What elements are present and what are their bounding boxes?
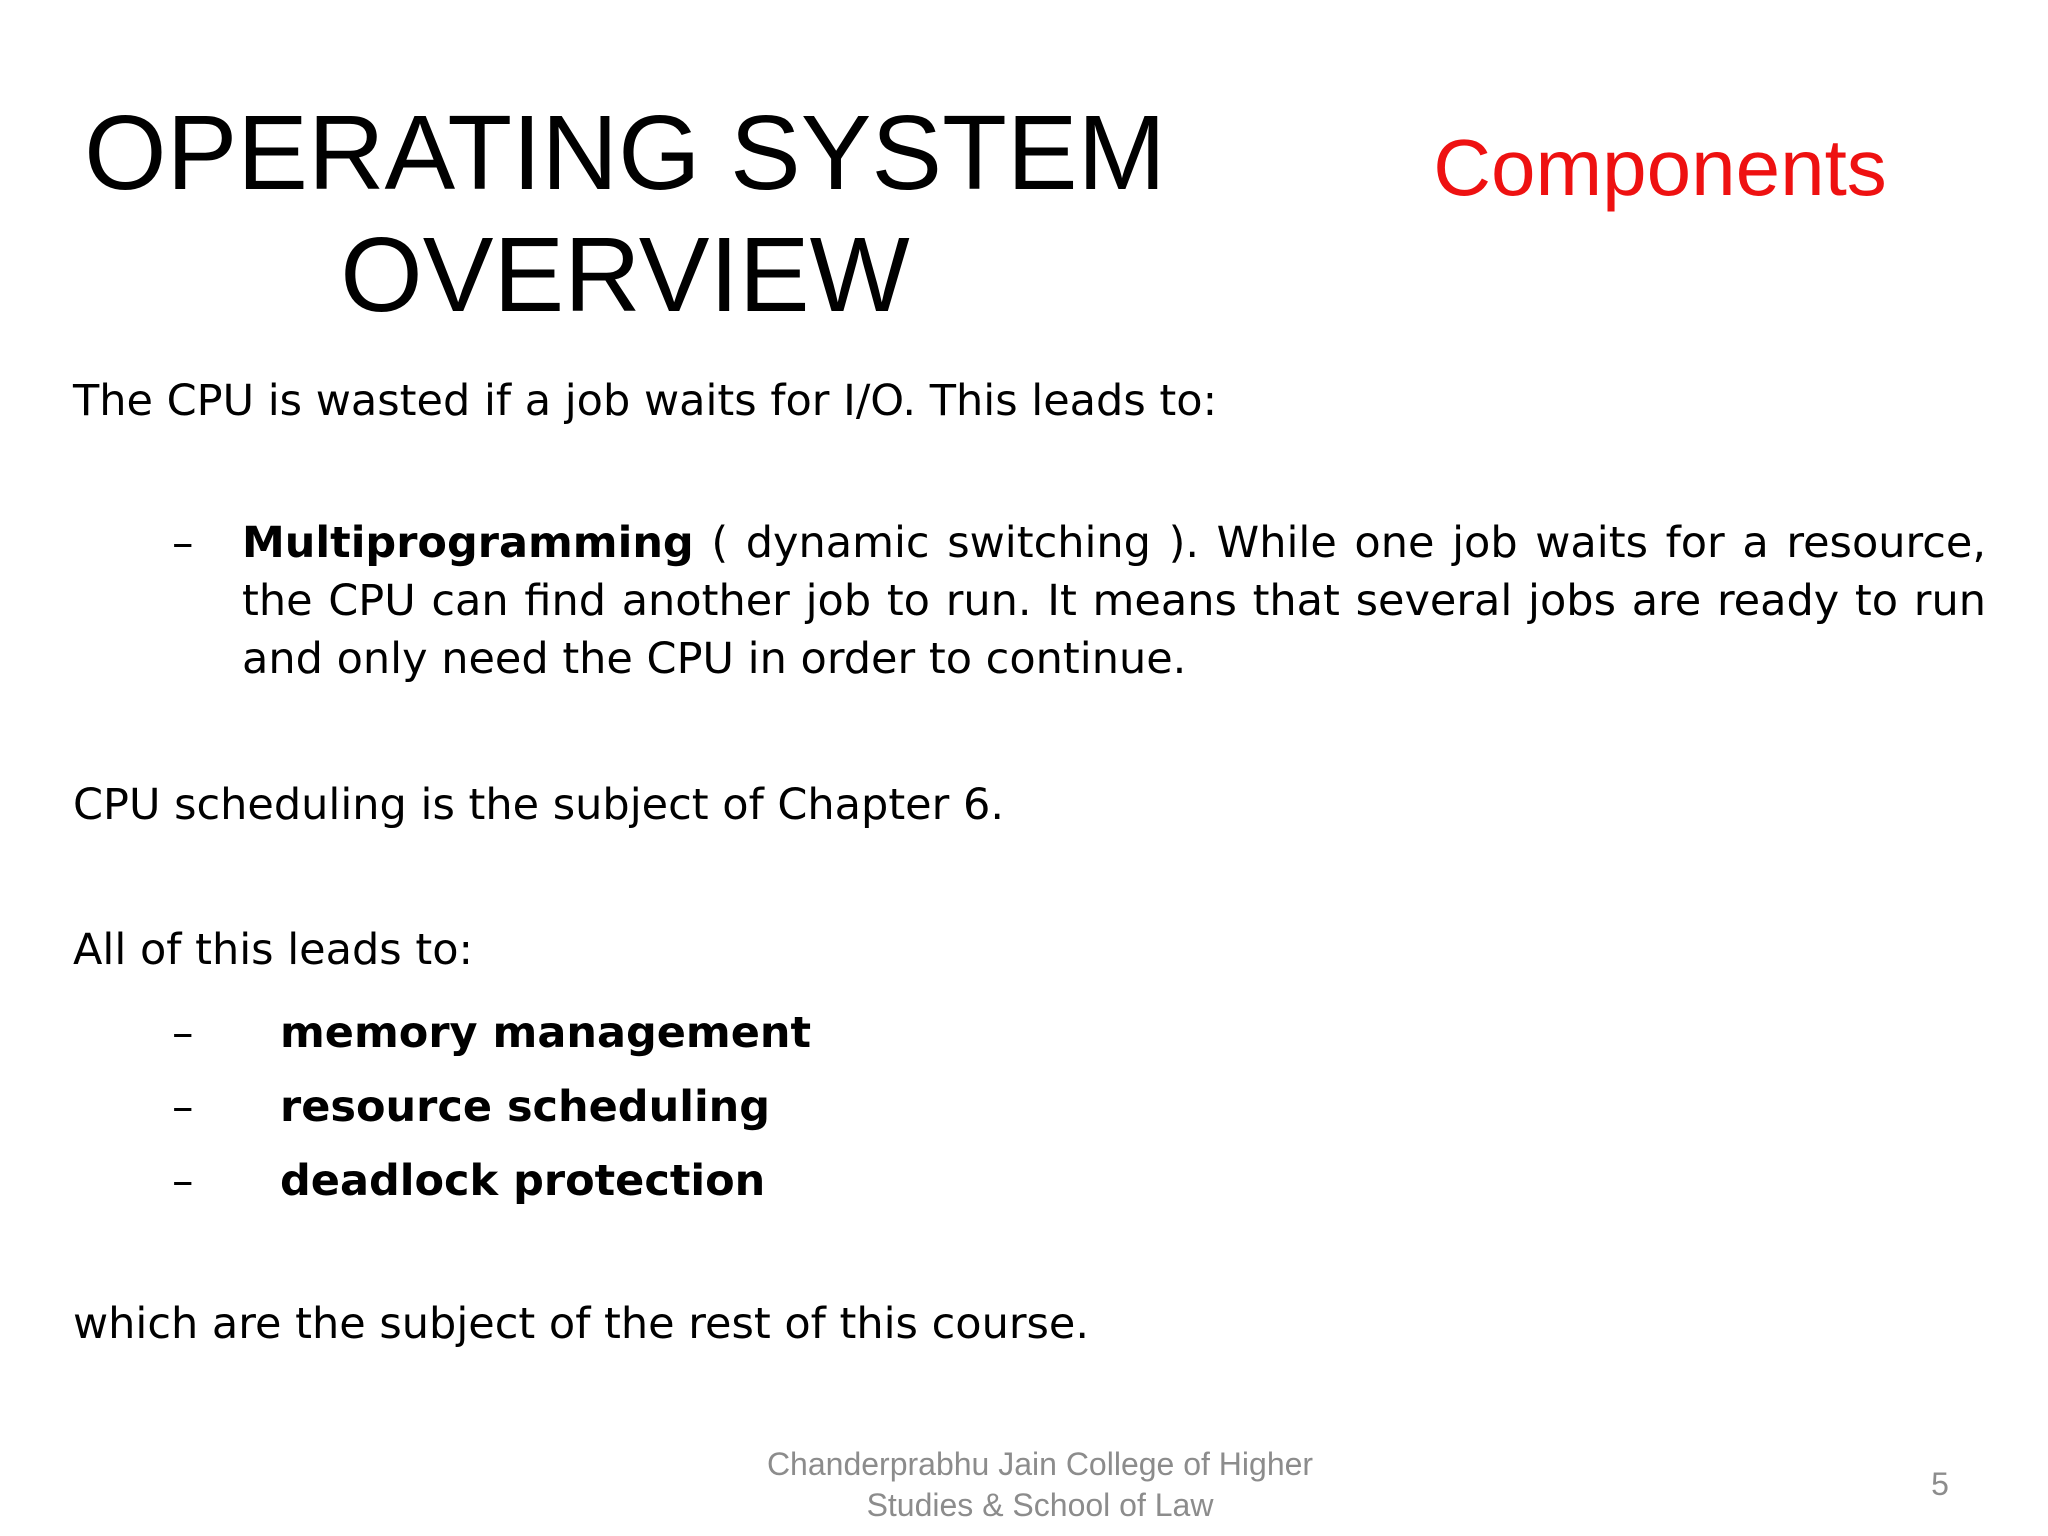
intro-text: The CPU is wasted if a job waits for I/O. This leads to:: [73, 376, 1218, 426]
bullet-content: [242, 514, 1986, 688]
list-item-text: memory management: [280, 1008, 812, 1058]
slide-title-line1: OPERATING SYSTEM: [84, 94, 1166, 212]
list-item-dash: –: [172, 1082, 194, 1132]
slide-title-line2: OVERVIEW: [340, 216, 910, 334]
leads-to-text: All of this leads to:: [73, 925, 473, 975]
bullet-term: Multiprogramming: [242, 518, 694, 568]
footer-institution: [720, 1444, 1360, 1526]
list-item-text: deadlock protection: [280, 1156, 766, 1206]
list-item: [172, 1144, 811, 1218]
bullet-text: ( dynamic switching ). While one job waits for a resource, the CPU can find another job to run. It means that several jobs are ready to run and only need the CPU in order to continue.: [242, 518, 1986, 684]
page-number: 5: [1931, 1466, 1949, 1502]
bullet-dash: –: [172, 518, 194, 568]
list-item-text: resource scheduling: [280, 1082, 771, 1132]
footer-line1: Chanderprabhu Jain College of Higher: [766, 1446, 1314, 1482]
scheduling-note: CPU scheduling is the subject of Chapter 6.: [73, 780, 1005, 830]
list-item-dash: –: [172, 1156, 194, 1206]
slide-subtitle: Components: [1433, 123, 1887, 212]
slide-title: [60, 92, 1190, 336]
closing-text: which are the subject of the rest of this course.: [73, 1299, 1090, 1349]
list-item-dash: –: [172, 1008, 194, 1058]
list-item: [172, 1070, 811, 1144]
list-item: [172, 996, 811, 1070]
footer-line2: Studies & School of Law: [866, 1487, 1214, 1523]
multiprogramming-bullet: [172, 514, 1986, 688]
topics-list: [172, 996, 811, 1218]
